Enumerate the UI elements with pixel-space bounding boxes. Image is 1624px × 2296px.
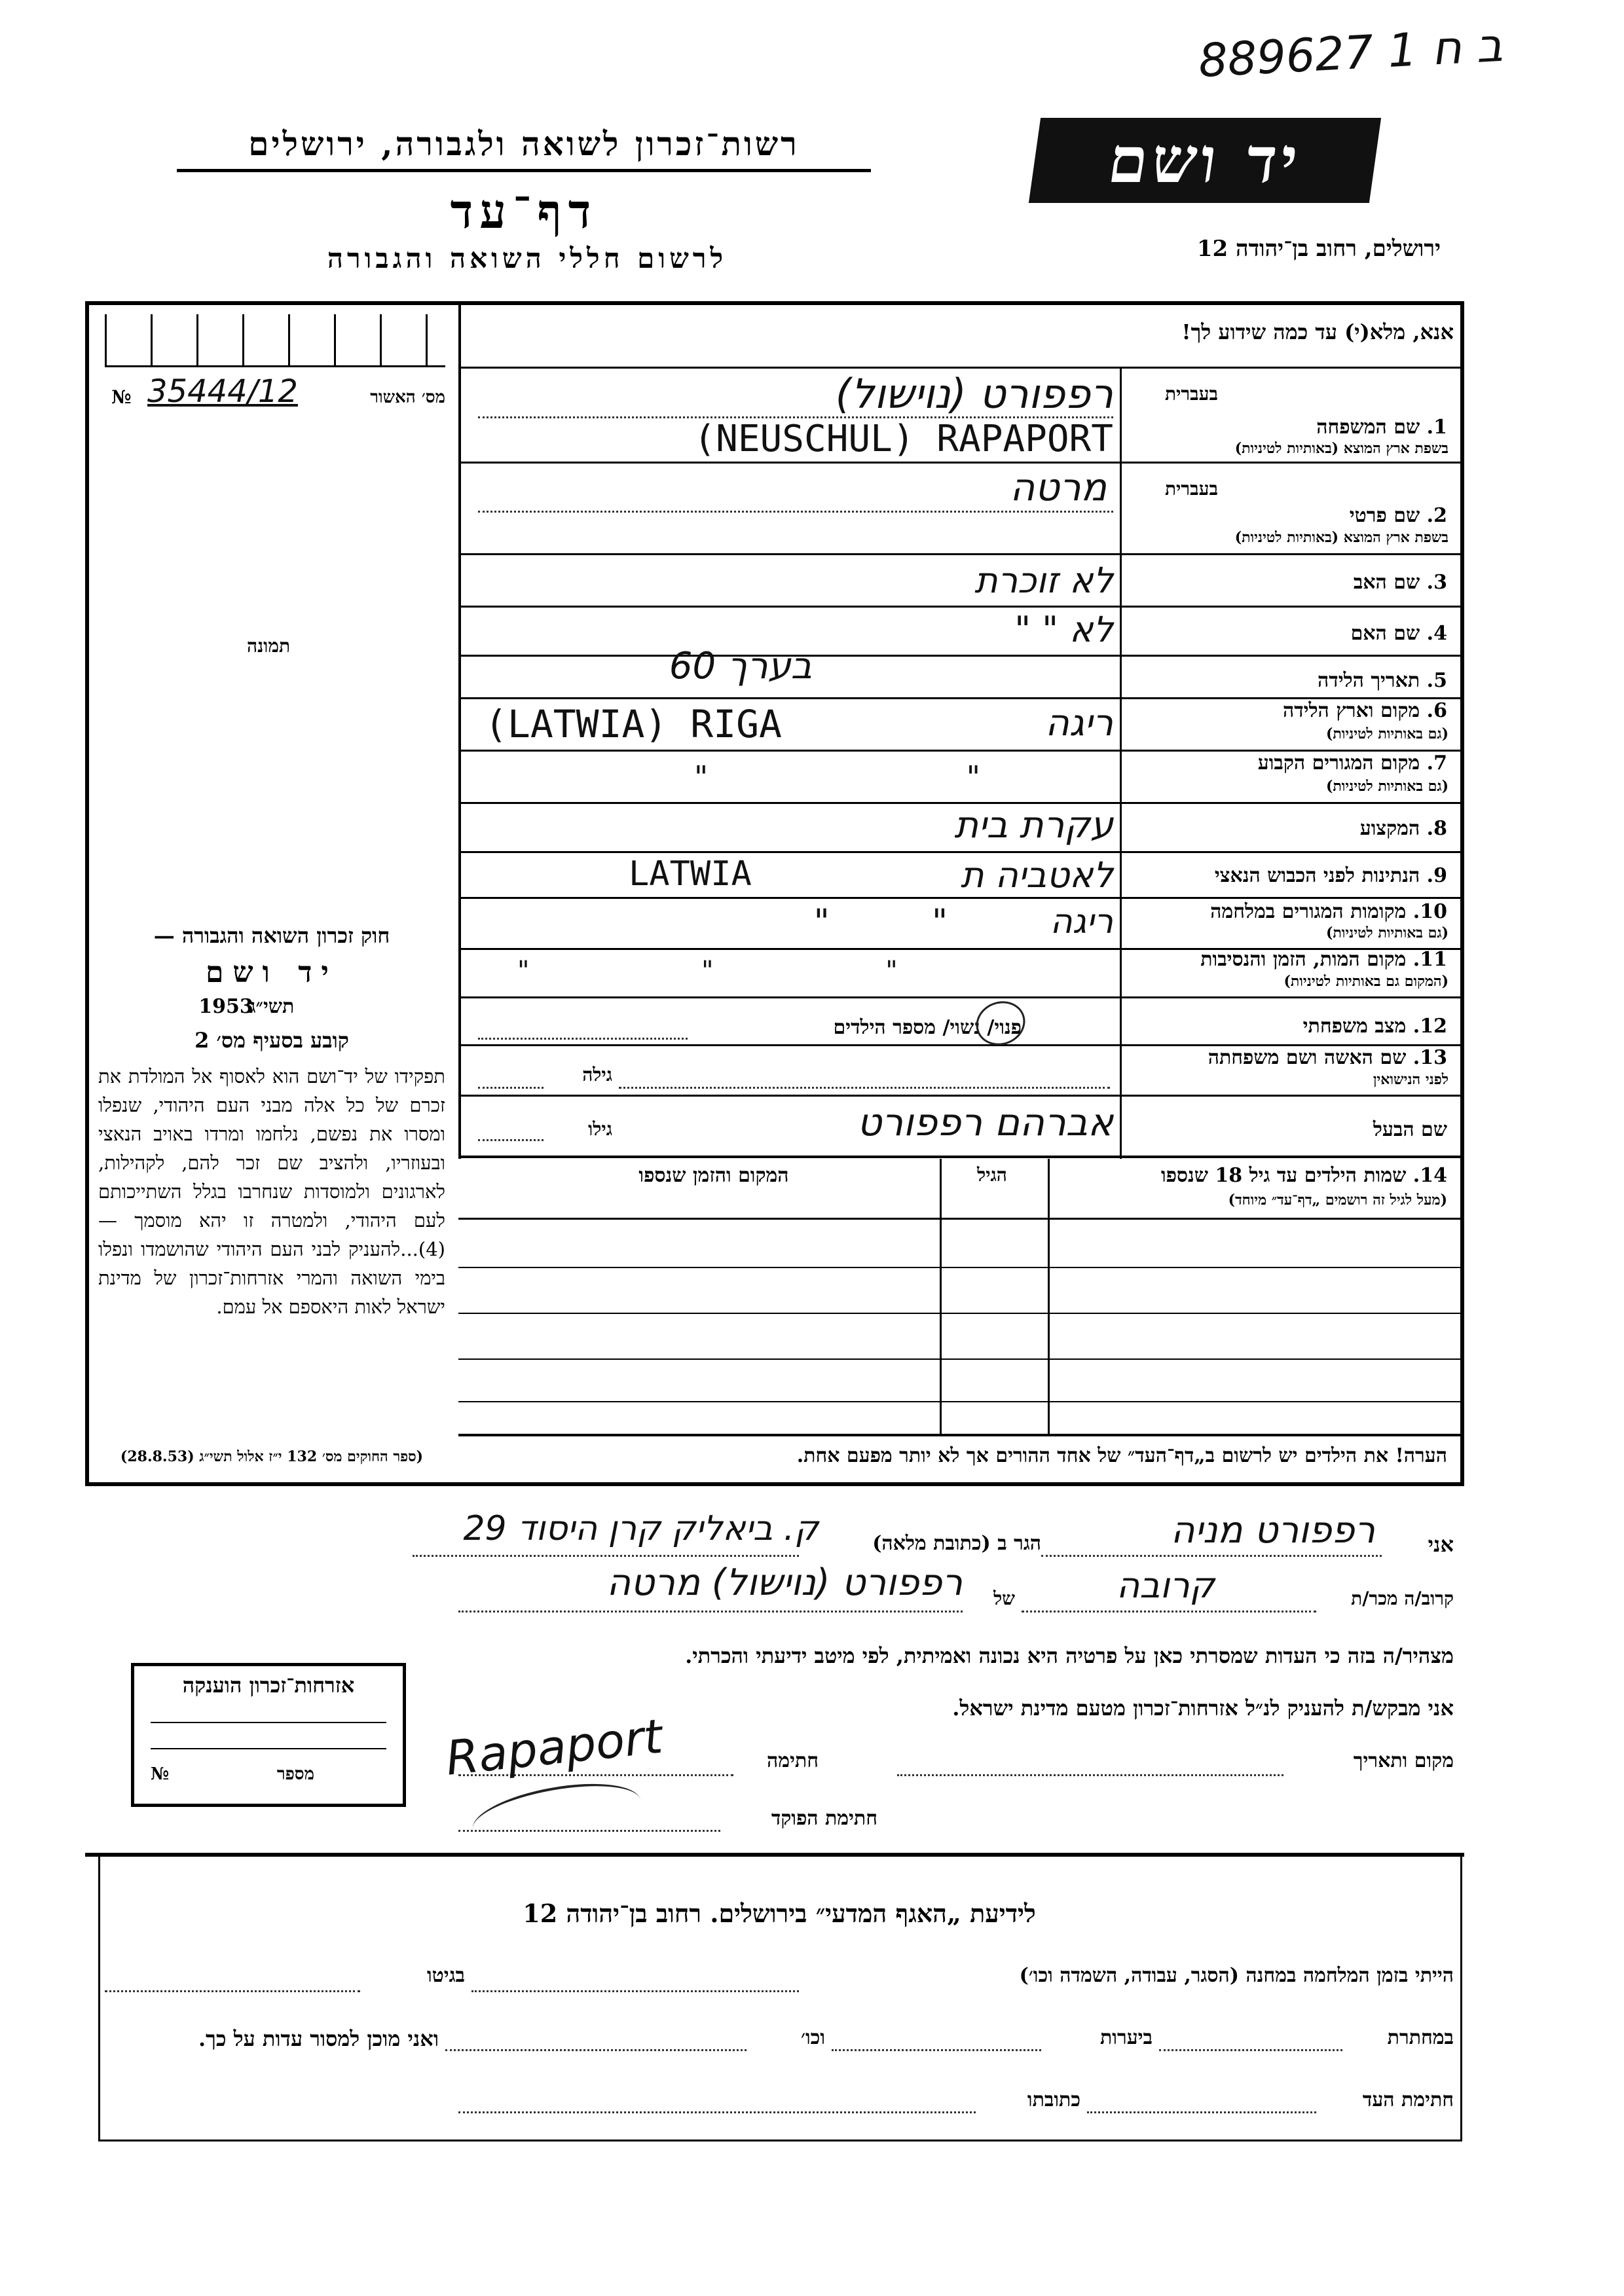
field-2-value-hebrew: מרטה: [1010, 465, 1107, 509]
law-year: 1953: [198, 995, 253, 1018]
field-9-label: 9. הנתינות לפני הכבוש הנאצי: [1214, 864, 1447, 887]
footer-left-rule: [98, 1853, 100, 2141]
field-2-line: [478, 511, 1113, 513]
footer-line-2-d: ואני מוכן למסור עדות על כך.: [198, 2026, 439, 2051]
decl-i-line: [1041, 1555, 1382, 1557]
field-13-line-age: [478, 1087, 544, 1089]
record-number-value: 35444/12: [147, 373, 298, 410]
footer-line-3-a: חתימת העד: [1362, 2088, 1454, 2111]
children-col-divider-1: [940, 1159, 942, 1434]
law-text: תפקידו של יד־ושם הוא לאסוף אל המולדת את זכרם של כל אלה מבני העם היהודי, שנפלו ומסרו את נפשם, נלחמו ומרדו באויב הנאצי ובעוזריו, ולהציב שם זכר להם, לקהילות, לארגונים ולמוסדות שנחרבו בגלל השתייכותם לעם היהודי, ולמטרה זו יהא מוסמך — (4)...להעניק לבני העם היהודי שהושמדו ונפלו בימי השואה והמרי אזרחות־זכרון של מדינת ישראל לאות היאספם אל עמם.: [98, 1065, 445, 1318]
field-11-value: " " ": [517, 956, 898, 986]
field-13-note: לפני הנישואין: [1373, 1071, 1449, 1088]
decl-of-label: של: [993, 1588, 1015, 1609]
field-3-value: לא זוכרת: [974, 560, 1113, 601]
law-year-hebrew: תשי״ג: [249, 995, 295, 1018]
field-10-label: 10. מקומות המגורים במלחמה: [1210, 900, 1447, 923]
decl-relative-line: [1022, 1611, 1316, 1613]
intro-row-rule: [458, 367, 1460, 369]
field-5-value: בערך 60: [669, 645, 812, 687]
decl-i-value: רפפורט מניה: [1170, 1509, 1375, 1552]
record-ticks: [105, 314, 445, 367]
footer-bottom-rule: [98, 2140, 1462, 2141]
field-9-value-latin: LATWIA: [629, 854, 752, 894]
children-label: 14. שמות הילדים עד גיל 18 שנספו: [1160, 1164, 1447, 1187]
decl-place-date-label: מקום ותאריך: [1353, 1749, 1454, 1772]
field-7-note: (גם באותיות לטיניות): [1325, 778, 1449, 795]
husband-line-age: [478, 1139, 544, 1141]
field-11-note: (המקום גם באותיות לטיניות): [1283, 973, 1449, 990]
field-2-label: 2. שם פרטי: [1349, 504, 1447, 527]
decl-signature-label: חתימה: [767, 1749, 819, 1772]
footer-line-2-b: ביערות: [1099, 2026, 1153, 2049]
decl-place-date-line: [897, 1774, 1283, 1776]
decl-address-value: ק. ביאליק קרן היסוד 29: [463, 1509, 819, 1548]
field-10-value: ריגה " ": [813, 902, 1113, 941]
field-11-label: 11. מקום המות, הזמן והנסיבות: [1200, 948, 1447, 971]
field-9-row-rule: [458, 897, 1460, 899]
footer-line-2-blank-3: [445, 2049, 747, 2051]
field-8-row-rule: [458, 851, 1460, 853]
stamp-number-label: מספר: [276, 1764, 314, 1784]
record-number-symbol: №: [111, 386, 132, 408]
field-4-value: לא " ": [1014, 609, 1113, 650]
field-13-age-label: גילה: [582, 1064, 612, 1085]
field-12-value: פנוי/ נשוי/ מספר הילדים: [833, 1016, 1022, 1039]
stamp-title: אזרחות־זכרון הוענקה: [182, 1673, 355, 1698]
field-13-row-rule: [458, 1095, 1460, 1097]
authority-underline: [177, 169, 871, 172]
field-8-label: 8. המקצוע: [1359, 817, 1447, 840]
field-7-label: 7. מקום המגורים הקבוע: [1257, 752, 1447, 774]
stamp-rule-2: [151, 1748, 386, 1749]
stamp-number-symbol: №: [151, 1764, 170, 1784]
footer-line-2-blank-2: [832, 2049, 1041, 2051]
decl-i-label: אני: [1428, 1532, 1454, 1557]
footer-line-1: הייתי בזמן המלחמה במחנה (הסגר, עבודה, השמדה וכו׳): [1019, 1964, 1454, 1987]
field-11-row-rule: [458, 996, 1460, 998]
decl-relative-label: קרוב/ה מכר/ת: [1351, 1588, 1454, 1609]
decl-signature-value: Rapaport: [443, 1708, 665, 1786]
decl-of-line: [458, 1611, 963, 1613]
field-10-note: (גם באותיות לטיניות): [1325, 924, 1449, 941]
law-logo: יד ושם: [206, 956, 338, 989]
field-2-row-rule: [458, 553, 1460, 555]
husband-label: שם הבעל: [1373, 1118, 1447, 1141]
footer-line-2-blank-1: [1159, 2049, 1342, 2051]
footer-line-2-a: במחתרת: [1387, 2026, 1454, 2049]
decl-statement-2: אני מבקש/ת להעניק לנ״ל אזרחות־זכרון מטעם מדינת ישראל.: [952, 1696, 1454, 1721]
field-1-label: 1. שם המשפחה: [1316, 416, 1447, 439]
record-number-label: מס׳ האשור: [370, 388, 445, 407]
document-title: דף־עד: [450, 183, 598, 239]
decl-of-value: רפפורט (נוישול) מרטה: [606, 1561, 963, 1604]
field-1-value-latin: (NEUSCHUL) RAPAPORT: [693, 418, 1113, 460]
husband-value: אברהם רפפורט: [857, 1100, 1113, 1144]
field-9-value-hebrew: לאטביה ת: [960, 854, 1113, 896]
authority-name: רשות־זכרון לשואה ולגבורה, ירושלים: [248, 124, 800, 163]
husband-row-rule: [458, 1156, 1460, 1158]
field-13-line-name: [619, 1087, 1110, 1089]
children-col-divider-2: [1048, 1159, 1050, 1434]
field-4-label: 4. שם האם: [1350, 622, 1447, 645]
field-7-value: " ": [694, 759, 980, 795]
footer-line-3-blank-2: [458, 2111, 976, 2113]
field-8-value: עקרת בית: [954, 804, 1113, 847]
children-col-place: המקום והזמן שנספו: [638, 1164, 789, 1187]
footer-top-rule: [85, 1853, 1464, 1857]
decl-statement-1: מצהיר/ה בזה כי העדות שמסרתי כאן על פרטיה היא נכונה ואמיתית, לפי מיטב ידיעתי והכרתי.: [685, 1643, 1454, 1668]
field-1-value-hebrew: רפפורט (נוישול): [835, 370, 1113, 418]
field-6-note: (גם באותיות לטיניות): [1325, 725, 1449, 742]
yad-vashem-logo: יד ושם: [1029, 118, 1381, 203]
field-12-label: 12. מצב משפחתי: [1302, 1015, 1447, 1038]
children-header-rule: [458, 1218, 1460, 1220]
footer-line-1-blank-1: [471, 1990, 799, 1992]
children-row-rule-2: [458, 1313, 1460, 1314]
field-6-value-hebrew: ריגה: [1045, 702, 1113, 744]
hebrew-tag-2: בעברית: [1164, 478, 1218, 500]
field-12-line: [478, 1038, 688, 1040]
footer-line-3-blank-1: [1087, 2111, 1316, 2113]
decl-relative-value: קרובה: [1116, 1565, 1215, 1606]
children-row-rule-3: [458, 1358, 1460, 1360]
footer-line-3-b: כתובתו: [1027, 2088, 1080, 2111]
stamp-rule-1: [151, 1722, 386, 1723]
document-subtitle: לרשום חללי השואה והגבורה: [327, 242, 728, 274]
field-3-row-rule: [458, 606, 1460, 608]
children-row-rule-1: [458, 1267, 1460, 1268]
field-2-note: בשפת ארץ המוצא (באותיות לטיניות): [1234, 529, 1449, 546]
children-note: (מעל לגיל זה רושמים „דף־עד״ מיוחד): [1228, 1192, 1447, 1209]
form-intro: אנא, מלא(י) עד כמה שידוע לך!: [1181, 319, 1454, 344]
field-6-value-latin: (LATWIA) RIGA: [485, 702, 782, 746]
decl-address-line: [413, 1555, 799, 1557]
hebrew-tag-1: בעברית: [1164, 383, 1218, 405]
footer-title: לידיעת „האגף המדעי״ בירושלים. רחוב בן־יהודה 12: [523, 1899, 1036, 1928]
photo-label: תמונה: [246, 635, 291, 657]
remark: הערה! את הילדים יש לרשום ב„דף־העד״ של אחד ההורים אך לא יותר מפעם אחת.: [796, 1444, 1447, 1467]
children-col-age: הגיל: [977, 1164, 1007, 1186]
footer-line-2-c: וכו׳: [801, 2026, 825, 2049]
left-column-divider: [458, 301, 461, 1159]
header-address: ירושלים, רחוב בן־יהודה 12: [1196, 236, 1441, 262]
footer-line-1-end: בגיטו: [426, 1964, 465, 1987]
field-13-label: 13. שם האשה ושם משפחתה: [1208, 1046, 1447, 1069]
footer-right-rule: [1460, 1853, 1462, 2141]
decl-lives-label: הגר ב (כתובת מלאה): [872, 1532, 1041, 1555]
clerk-signature-scribble: [468, 1773, 646, 1857]
field-5-label: 5. תאריך הלידה: [1318, 669, 1447, 692]
children-bottom-rule: [458, 1434, 1460, 1436]
footer-line-1-blank-2: [105, 1990, 360, 1992]
field-1-note: בשפת ארץ המוצא (באותיות לטיניות): [1234, 440, 1449, 457]
children-row-rule-4: [458, 1401, 1460, 1402]
label-column-divider: [1120, 367, 1122, 1159]
decl-clerk-label: חתימת הפוקד: [771, 1807, 877, 1830]
field-1-row-rule: [458, 462, 1460, 464]
law-reference: (ספר החוקים מס׳ 132 י״ז אלול תשי״ג (28.8.53): [120, 1448, 424, 1465]
field-6-label: 6. מקום וארץ הלידה: [1282, 699, 1447, 722]
husband-age-label: גילו: [588, 1118, 612, 1140]
field-3-label: 3. שם האב: [1353, 571, 1447, 594]
top-handwritten-number: 889627 1 ב ח: [1197, 18, 1504, 88]
law-section: קובע בסעיף מס׳ 2: [194, 1028, 349, 1053]
law-title: חוק זכרון השואה והגבורה —: [153, 923, 390, 948]
